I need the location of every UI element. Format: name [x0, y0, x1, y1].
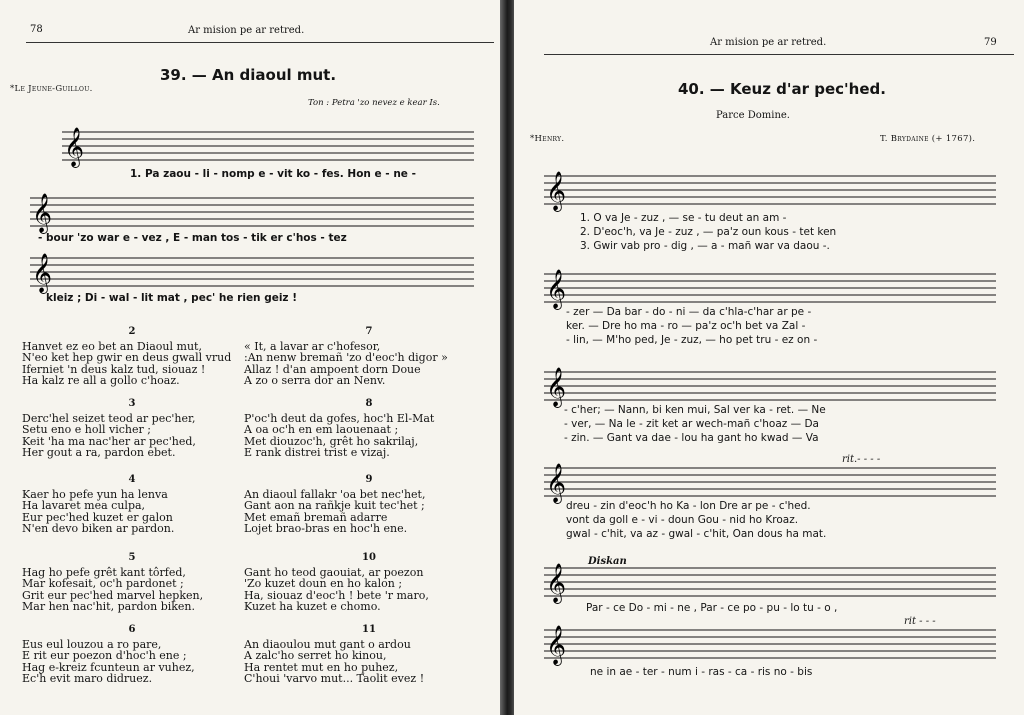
- svg-text:𝄞: 𝄞: [546, 463, 567, 503]
- arranger-credit: T. Brydaine (+ 1767).: [880, 134, 976, 144]
- ritardando-mark: rit.- - - -: [842, 454, 881, 465]
- verse-5: 5 Hag ho pefe grêt kant tôrfed, Mar kofesait, oc'h pardonet ; Grit eur pec'hed marvel hepken, Mar hen nac'hit, pardon biken.: [22, 552, 204, 614]
- svg-text:𝄞: 𝄞: [546, 625, 567, 665]
- author-credit: *Le Jeune-Guillou.: [10, 84, 93, 94]
- verse-10: 10 Gant ho teod gaouiat, ar poezon 'Zo kuzet doun en ho kalon ; Ha, siouaz d'eoc'h ! bete 'r maro, Kuzet ha kuzet e chomo.: [244, 552, 429, 614]
- music-staff: [544, 563, 996, 603]
- lyrics-line: - ver, — Na le - zit ket ar wech-mañ c'hoaz — Da: [564, 418, 819, 430]
- svg-text:𝄞: 𝄞: [64, 127, 85, 167]
- svg-text:𝄞: 𝄞: [546, 563, 567, 603]
- svg-text:𝄞: 𝄞: [546, 171, 567, 211]
- verse-3: 3 Derc'hel seizet teod ar pec'her, Setu eno e holl vicher ; Keit 'ha ma nac'her ar pec'hed, Her gout a ra, pardon ebet.: [22, 398, 196, 460]
- lyrics-line: - bour 'zo war e - vez , E - man tos - tik er c'hos - tez: [38, 232, 347, 244]
- diskan-label: Diskan: [588, 556, 627, 567]
- svg-text:𝄞: 𝄞: [546, 367, 567, 407]
- lyrics-line: dreu - zin d'eoc'h ho Ka - lon Dre ar pe - c'hed.: [566, 500, 811, 512]
- verse-6: 6 Eus eul louzou a ro pare, E rit eur poezon d'hoc'h ene ; Hag e-kreiz fcunteun ar vuhez, Ec'h evit maro didruez.: [22, 624, 195, 686]
- page-number: 79: [984, 37, 997, 48]
- music-staff: [544, 463, 996, 503]
- tune-note: Parce Domine.: [716, 110, 790, 121]
- music-staff: [30, 193, 474, 233]
- song-title: 39. — An diaoul mut.: [160, 66, 337, 84]
- left-page: [0, 0, 505, 715]
- running-head: Ar mision pe ar retred.: [188, 25, 305, 36]
- svg-text:𝄞: 𝄞: [546, 269, 567, 309]
- music-staff: [544, 625, 996, 665]
- music-staff: [30, 253, 474, 293]
- lyrics-line: 3. Gwir vab pro - dig , — a - mañ war va daou -.: [580, 240, 830, 252]
- lyrics-line: 1. O va Je - zuz , — se - tu deut an am -: [580, 212, 787, 224]
- svg-text:𝄞: 𝄞: [32, 193, 53, 233]
- lyrics-line: ker. — Dre ho ma - ro — pa'z oc'h bet va Zal -: [566, 320, 806, 332]
- music-staff: [544, 367, 996, 407]
- page-number: 78: [30, 24, 43, 35]
- lyrics-line: 1. Pa zaou - li - nomp e - vit ko - fes. Hon e - ne -: [130, 168, 416, 180]
- verse-11: 11 An diaoulou mut gant o ardou A zalc'ho serret ho kinou, Ha rentet mut en ho puhez, C'houi 'varvo mut... Taolit evez !: [244, 624, 425, 686]
- song-title: 40. — Keuz d'ar pec'hed.: [678, 80, 886, 98]
- header-rule: [544, 54, 1014, 55]
- running-head: Ar mision pe ar retred.: [710, 37, 827, 48]
- lyrics-line: kleiz ; Di - wal - lit mat , pec' he rien geiz !: [46, 292, 297, 304]
- verse-2: 2 Hanvet ez eo bet an Diaoul mut, N'eo ket hep gwir en deus gwall vrud Iferniet 'n deus kalz tud, siouaz ! Ha kalz re all a gollo c'hoaz.: [22, 326, 232, 388]
- music-staff: [62, 127, 474, 167]
- tune-note: Ton : Petra 'zo nevez e kear Is.: [308, 98, 440, 108]
- lyrics-line: gwal - c'hit, va az - gwal - c'hit, Oan dous ha mat.: [566, 528, 827, 540]
- lyrics-line: - lin, — M'ho ped, Je - zuz, — ho pet tru - ez on -: [566, 334, 818, 346]
- author-credit: *Henry.: [530, 134, 565, 144]
- right-page: [514, 0, 1024, 715]
- lyrics-line: vont da goll e - vi - doun Gou - nid ho Kroaz.: [566, 514, 799, 526]
- verse-4: 4 Kaer ho pefe yun ha lenva Ha lavaret mea culpa, Eur pec'hed kuzet er galon N'en devo biken ar pardon.: [22, 474, 175, 536]
- lyrics-line: ne in ae - ter - num i - ras - ca - ris no - bis: [590, 666, 813, 678]
- verse-7: 7 « It, a lavar ar c'hofesor, :An nenw bremañ 'zo d'eoc'h digor » Allaz ! d'an ampoent dorn Doue A zo o serra dor an Nenv.: [244, 326, 448, 388]
- music-staff: [544, 171, 996, 211]
- ritardando-mark: rit - - -: [904, 616, 936, 627]
- lyrics-line: - zin. — Gant va dae - lou ha gant ho kwad — Va: [564, 432, 819, 444]
- music-staff: [544, 269, 996, 309]
- lyrics-line: 2. D'eoc'h, va Je - zuz , — pa'z oun kous - tet ken: [580, 226, 837, 238]
- lyrics-line: Par - ce Do - mi - ne , Par - ce po - pu - lo tu - o ,: [586, 602, 838, 614]
- svg-text:𝄞: 𝄞: [32, 253, 53, 293]
- verse-9: 9 An diaoul fallakr 'oa bet nec'het, Gant aon na rañkje kuit tec'het ; Met emañ bremañ adarre Lojet brao-bras en hoc'h ene.: [244, 474, 426, 536]
- verse-8: 8 P'oc'h deut da gofes, hoc'h El-Mat A oa oc'h en em laouenaat ; Met diouzoc'h, grêt ho sakrilaj, E rank distrei trist e vizaj.: [244, 398, 435, 460]
- header-rule: [26, 42, 494, 43]
- lyrics-line: - c'her; — Nann, bi ken mui, Sal ver ka - ret. — Ne: [564, 404, 826, 416]
- lyrics-line: - zer — Da bar - do - ni — da c'hla-c'har ar pe -: [566, 306, 812, 318]
